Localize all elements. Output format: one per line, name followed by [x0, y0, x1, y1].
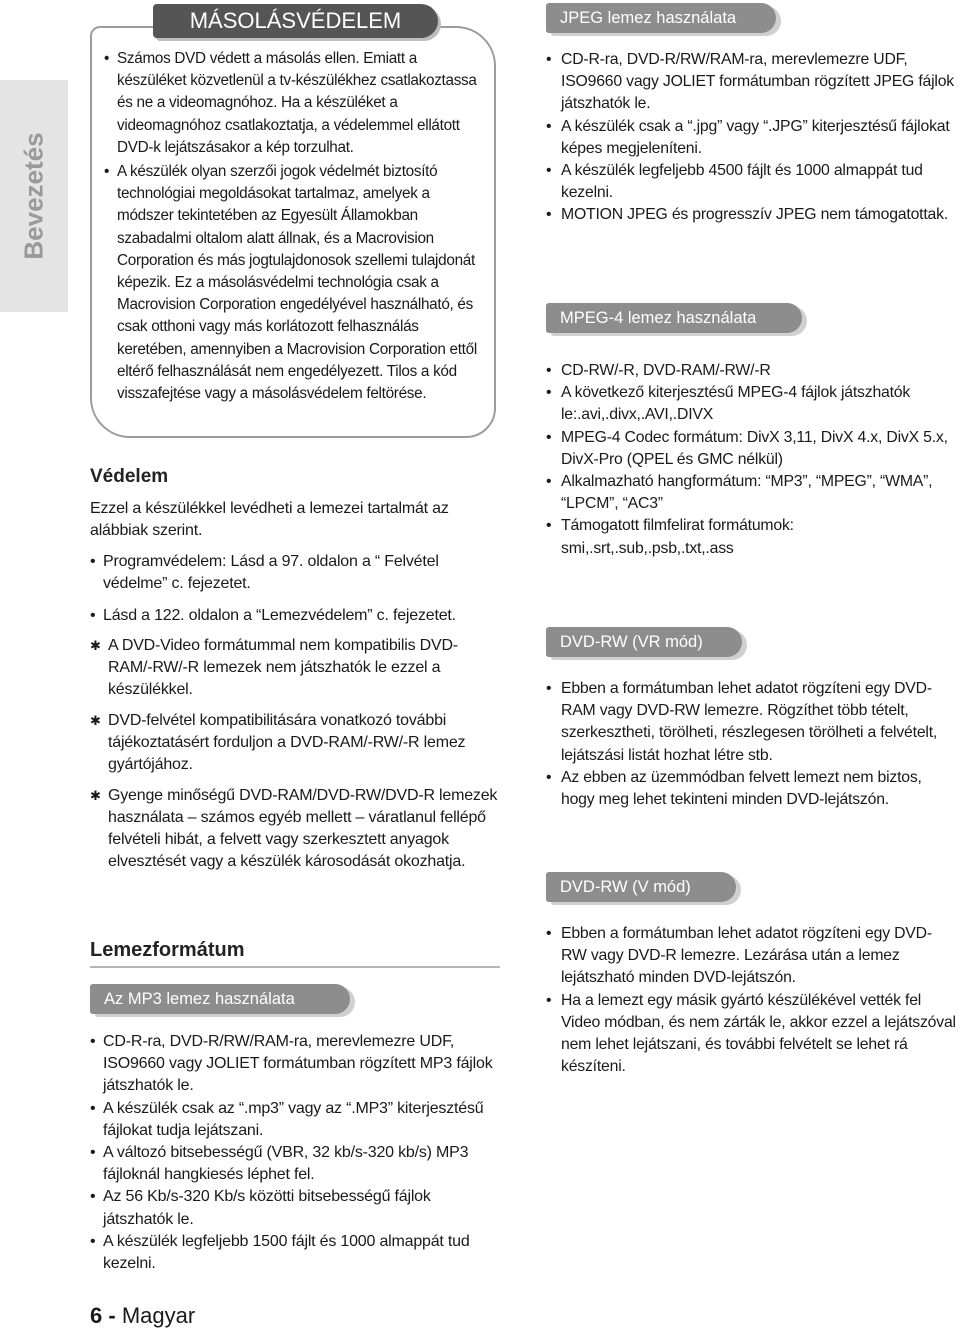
protection-bullets — [90, 551, 500, 627]
mpeg4-label: MPEG-4 lemez használata — [546, 303, 802, 333]
mp3-list — [90, 1031, 500, 1275]
list-item: • A készülék olyan szerzői jogok védelmét biztosító technológiai megoldásokat tartalmaz, amelyek a módszer tekintetében az Egyesült Államokban szabadalmi oltalom alatt állnak, és a Macrovision Corporation és más jogtulajdonosok szellemi tulajdonát képezik. Ez a másolásvédelmi technológia csak a Macrovision Corporation engedélyével használható, és csak otthoni vagy más korlátozott felhasználás keretében, amennyiben a Macrovision Corporation ettől eltérő felhasználását nem engedélyezett. Tilos a kód visszafejtése vagy a másolásvédelem feltörése. — [104, 161, 490, 405]
protection-notes — [90, 635, 500, 873]
list-item: • Támogatott filmfelirat formátumok: smi,.srt,.sub,.psb,.txt,.ass — [546, 515, 956, 559]
copy-protection-list — [104, 48, 490, 407]
note-item: ✱ DVD-felvétel kompatibilitására vonatkozó további tájékoztatásért forduljon a DVD-RAM/-RW/-R lemez gyártójához. — [90, 710, 500, 776]
dvdrw-v-label: DVD-RW (V mód) — [546, 872, 736, 902]
side-tab — [0, 80, 68, 312]
jpeg-label: JPEG lemez használata — [546, 3, 776, 33]
list-item: • MPEG-4 Codec formátum: DivX 3,11, DivX 4.x, DivX 5.x, DivX-Pro (QPEL és GMC nélkül) — [546, 427, 956, 471]
list-item: • A következő kiterjesztésű MPEG-4 fájlok játszhatók le:.avi,.divx,.AVI,.DIVX — [546, 382, 956, 426]
mpeg4-list — [546, 360, 956, 560]
list-item: • A készülék csak az “.mp3” vagy az “.MP3” kiterjesztésű fájlokat tudja lejátszani. — [90, 1098, 500, 1142]
protection-heading: Védelem — [90, 466, 169, 487]
mp3-label: Az MP3 lemez használata — [90, 984, 350, 1014]
list-item: • A készülék csak a “.jpg” vagy “.JPG” kiterjesztésű fájlokat képes megjeleníteni. — [546, 116, 956, 160]
list-item: • Lásd a 122. oldalon a “Lemezvédelem” c. fejezetet. — [90, 605, 500, 627]
list-item: • Alkalmazható hangformátum: “MP3”, “MPEG”, “WMA”, “LPCM”, “AC3” — [546, 471, 956, 515]
list-item: • CD-R-ra, DVD-R/RW/RAM-ra, merevlemezre UDF, ISO9660 vagy JOLIET formátumban rögzített MP3 fájlok játszhatók le. — [90, 1031, 500, 1098]
list-item: • A változó bitsebességű (VBR, 32 kb/s-320 kb/s) MP3 fájloknál hangkiesés léphet fel. — [90, 1142, 500, 1186]
list-item: • Az 56 Kb/s-320 Kb/s közötti bitsebességű fájlok játszhatók le. — [90, 1186, 500, 1230]
page-language: Magyar — [121, 1303, 196, 1328]
dvdrw-vr-list — [546, 678, 956, 811]
page-number: 6 - — [90, 1303, 116, 1328]
disc-format-heading: Lemezformátum — [90, 939, 245, 961]
list-item: • A készülék legfeljebb 1500 fájlt és 1000 almappát tud kezelni. — [90, 1231, 500, 1275]
page-footer — [90, 1303, 195, 1329]
list-item: • A készülék legfeljebb 4500 fájlt és 1000 almappát tud kezelni. — [546, 160, 956, 204]
jpeg-list — [546, 49, 956, 227]
note-item: ✱ Gyenge minőségű DVD-RAM/DVD-RW/DVD-R lemezek használata – számos egyéb mellett – váratlanul fellépő felvételi hibát, a felvett vagy szerkesztett anyagok elvesztését vagy a készülék károsodását okozhatja. — [90, 785, 500, 873]
list-item: • Számos DVD védett a másolás ellen. Emiatt a készüléket közvetlenül a tv-készülékhez csatlakoztassa és ne a videomagnóhoz. Ha a készüléket a videomagnóhoz csatlakoztatja, a védelemmel ellátott DVD-k lejátszásakor a kép torzulhat. — [104, 48, 490, 159]
side-tab-label: Bevezetés — [18, 132, 49, 260]
dvdrw-v-list — [546, 923, 956, 1078]
copy-protection-title: MÁSOLÁSVÉDELEM — [153, 4, 438, 38]
protection-intro: Ezzel a készülékkel levédheti a lemezei tartalmát az alábbiak szerint. — [90, 500, 449, 539]
divider — [90, 966, 500, 968]
list-item: • Ebben a formátumban lehet adatot rögzíteni egy DVD-RAM vagy DVD-RW lemezre. Rögzíthet több tételt, szerkesztheti, törölheti, részlegesen törölheti a felvételt, lejátszási listát hozhat létre stb. — [546, 678, 956, 767]
list-item: • Programvédelem: Lásd a 97. oldalon a “ Felvétel védelme” c. fejezetet. — [90, 551, 500, 595]
list-item: • CD-R-ra, DVD-R/RW/RAM-ra, merevlemezre UDF, ISO9660 vagy JOLIET formátumban rögzített JPEG fájlok játszhatók le. — [546, 49, 956, 116]
note-item: ✱ A DVD-Video formátummal nem kompatibilis DVD-RAM/-RW/-R lemezek nem játszhatók le ezzel a készülékkel. — [90, 635, 500, 701]
list-item: • CD-RW/-R, DVD-RAM/-RW/-R — [546, 360, 956, 382]
list-item: • Az ebben az üzemmódban felvett lemezt nem biztos, hogy meg lehet tekinteni minden DVD-lejátszón. — [546, 767, 956, 811]
dvdrw-vr-label: DVD-RW (VR mód) — [546, 627, 742, 657]
list-item: • Ha a lemezt egy másik gyártó készülékével vették fel Video módban, és nem zárták le, akkor ezzel a lejátszóval nem lehet lejátszani, és további felvételt se lehet rá készíteni. — [546, 990, 956, 1079]
list-item: • MOTION JPEG és progresszív JPEG nem támogatottak. — [546, 204, 956, 226]
list-item: • Ebben a formátumban lehet adatot rögzíteni egy DVD-RW vagy DVD-R lemezre. Lezárása után a lemez lejátszható minden DVD-lejátszón. — [546, 923, 956, 990]
